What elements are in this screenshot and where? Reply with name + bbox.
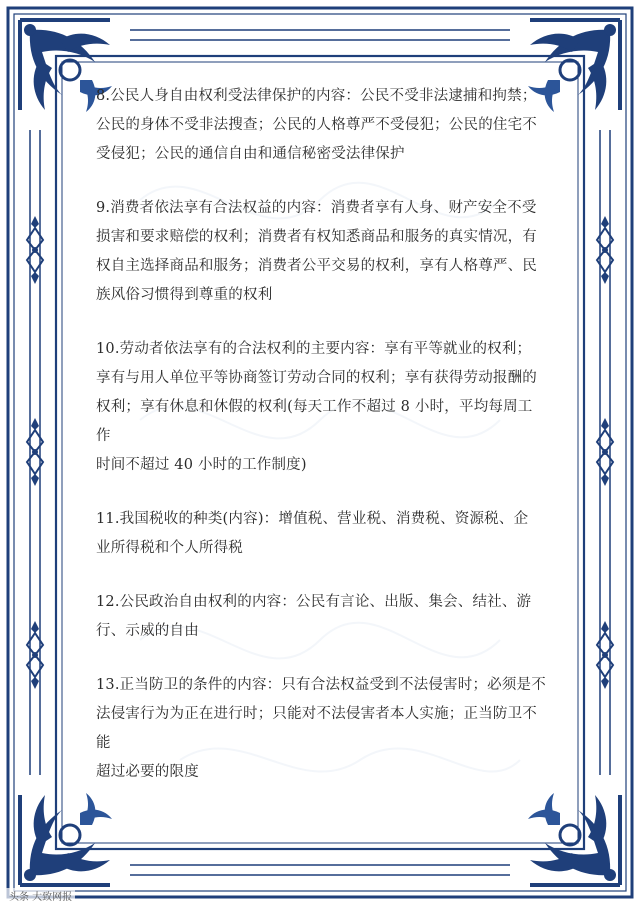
watermark: 头条 大致网报 xyxy=(6,888,75,903)
list-item xyxy=(96,194,546,310)
text-line: 行、示威的自由 xyxy=(96,623,199,639)
text-line: 法侵害行为为正在进行时；只能对不法侵害者本人实施；正当防卫不能 xyxy=(96,706,537,751)
list-item xyxy=(96,82,546,169)
text-line: 时间不超过 40 小时的工作制度) xyxy=(96,457,307,473)
text-line: 损害和要求赔偿的权利；消费者有权知悉商品和服务的真实情况，有 xyxy=(96,229,537,245)
text-line: 超过必要的限度 xyxy=(96,764,199,780)
text-line: 12.公民政治自由权利的内容：公民有言论、出版、集会、结社、游 xyxy=(96,594,532,610)
text-line: 11.我国税收的种类(内容)：增值税、营业税、消费税、资源税、企 xyxy=(96,511,529,527)
list-item xyxy=(96,505,546,563)
list-item xyxy=(96,588,546,646)
text-line: 受侵犯；公民的通信自由和通信秘密受法律保护 xyxy=(96,146,405,162)
list-item xyxy=(96,671,546,787)
text-line: 9.消费者依法享有合法权益的内容：消费者享有人身、财产安全不受 xyxy=(96,200,537,216)
text-line: 13.正当防卫的条件的内容：只有合法权益受到不法侵害时；必须是不 xyxy=(96,677,546,693)
document-body xyxy=(96,82,546,812)
text-line: 公民的身体不受非法搜查；公民的人格尊严不受侵犯；公民的住宅不 xyxy=(96,117,537,133)
text-line: 享有与用人单位平等协商签订劳动合同的权利；享有获得劳动报酬的 xyxy=(96,370,537,386)
list-item xyxy=(96,335,546,480)
text-line: 业所得税和个人所得税 xyxy=(96,540,243,556)
text-line: 权利；享有休息和休假的权利(每天工作不超过 8 小时，平均每周工作 xyxy=(96,399,533,444)
text-line: 10.劳动者依法享有的合法权利的主要内容：享有平等就业的权利； xyxy=(96,341,532,357)
text-line: 权自主选择商品和服务；消费者公平交易的权利，享有人格尊严、民 xyxy=(96,258,537,274)
text-line: 8.公民人身自由权利受法律保护的内容：公民不受非法逮捕和拘禁； xyxy=(96,88,537,104)
text-line: 族风俗习惯得到尊重的权利 xyxy=(96,287,273,303)
